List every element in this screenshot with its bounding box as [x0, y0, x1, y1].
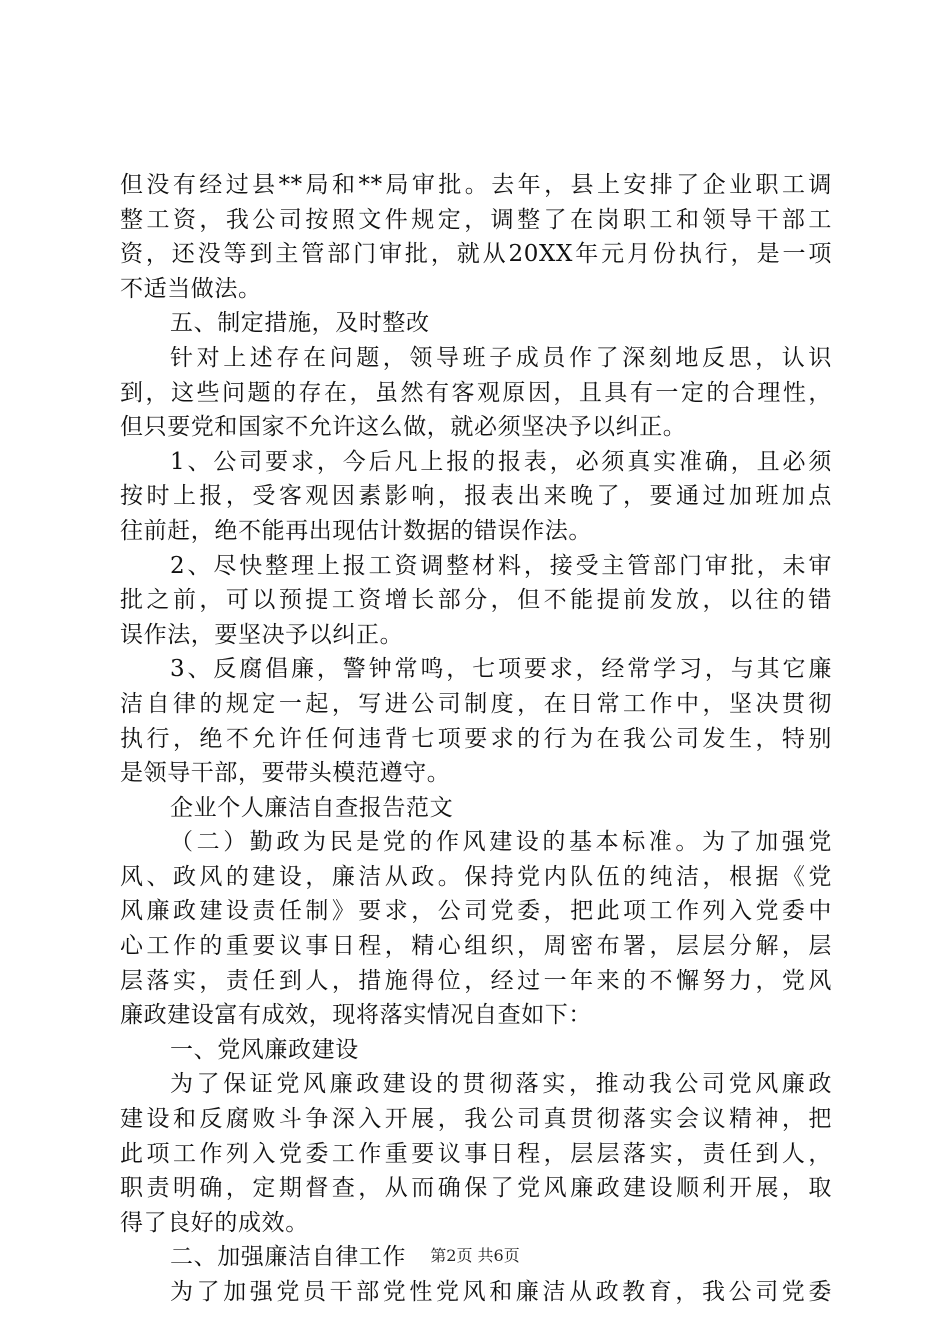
text-line: 资，还没等到主管部门审批，就从20XX年元月份执行，是一项	[120, 241, 832, 268]
text-line: 往前赶，绝不能再出现估计数据的错误作法。	[120, 517, 592, 544]
text-line: 整工资，我公司按照文件规定，调整了在岗职工和领导干部工	[120, 206, 832, 233]
text-line: 是领导干部，要带头模范遵守。	[120, 760, 451, 787]
text-line: 五、制定措施，及时整改	[170, 310, 430, 337]
text-line: 心工作的重要议事日程，精心组织，周密布署，层层分解，层	[120, 933, 832, 960]
text-line: 建设和反腐败斗争深入开展，我公司真贯彻落实会议精神，把	[120, 1106, 832, 1133]
text-line: 2、尽快整理上报工资调整材料，接受主管部门审批，未审	[170, 552, 832, 579]
text-line: 按时上报，受客观因素影响，报表出来晚了，要通过加班加点	[120, 483, 832, 510]
text-line: 企业个人廉洁自查报告范文	[170, 794, 454, 821]
text-line: 3、反腐倡廉，警钟常鸣，七项要求，经常学习，与其它廉	[170, 656, 832, 683]
text-line: 误作法，要坚决予以纠正。	[120, 621, 404, 648]
text-line: 洁自律的规定一起，写进公司制度，在日常工作中，坚决贯彻	[120, 690, 832, 717]
text-line: 到，这些问题的存在，虽然有客观原因，且具有一定的合理性，	[120, 379, 832, 406]
text-line: 层落实，责任到人，措施得位，经过一年来的不懈努力，党风	[120, 967, 832, 994]
text-line: 1、公司要求，今后凡上报的报表，必须真实准确，且必须	[170, 448, 832, 475]
text-line: （二）勤政为民是党的作风建设的基本标准。为了加强党	[170, 829, 832, 856]
text-line: 职责明确，定期督查，从而确保了党风廉政建设顺利开展，取	[120, 1175, 832, 1202]
text-line: 执行，绝不允许任何违背七项要求的行为在我公司发生，特别	[120, 725, 832, 752]
text-line: 针对上述存在问题，领导班子成员作了深刻地反思，认识	[170, 344, 832, 371]
text-line: 不适当做法。	[120, 275, 262, 302]
text-line: 得了良好的成效。	[120, 1209, 309, 1236]
text-line: 廉政建设富有成效，现将落实情况自查如下：	[120, 1002, 592, 1029]
text-line: 为了保证党风廉政建设的贯彻落实，推动我公司党风廉政	[170, 1071, 832, 1098]
text-line: 但没有经过县**局和**局审批。去年，县上安排了企业职工调	[120, 172, 832, 198]
page-footer: 第2页 共6页	[430, 1246, 520, 1265]
text-line: 风廉政建设责任制》要求，公司党委，把此项工作列入党委中	[120, 898, 832, 925]
text-line: 此项工作列入党委工作重要议事日程，层层落实，责任到人，	[120, 1140, 832, 1167]
text-line: 一、党风廉政建设	[170, 1036, 359, 1063]
text-line: 二、加强廉洁自律工作	[170, 1244, 406, 1271]
text-line: 为了加强党员干部党性党风和廉洁从政教育，我公司党委	[170, 1279, 832, 1305]
text-line: 批之前，可以预提工资增长部分，但不能提前发放，以往的错	[120, 587, 832, 614]
text-line: 但只要党和国家不允许这么做，就必须坚决予以纠正。	[120, 414, 687, 441]
text-line: 风、政风的建设，廉洁从政。保持党内队伍的纯洁，根据《党	[120, 863, 832, 890]
document-body	[120, 168, 832, 1310]
